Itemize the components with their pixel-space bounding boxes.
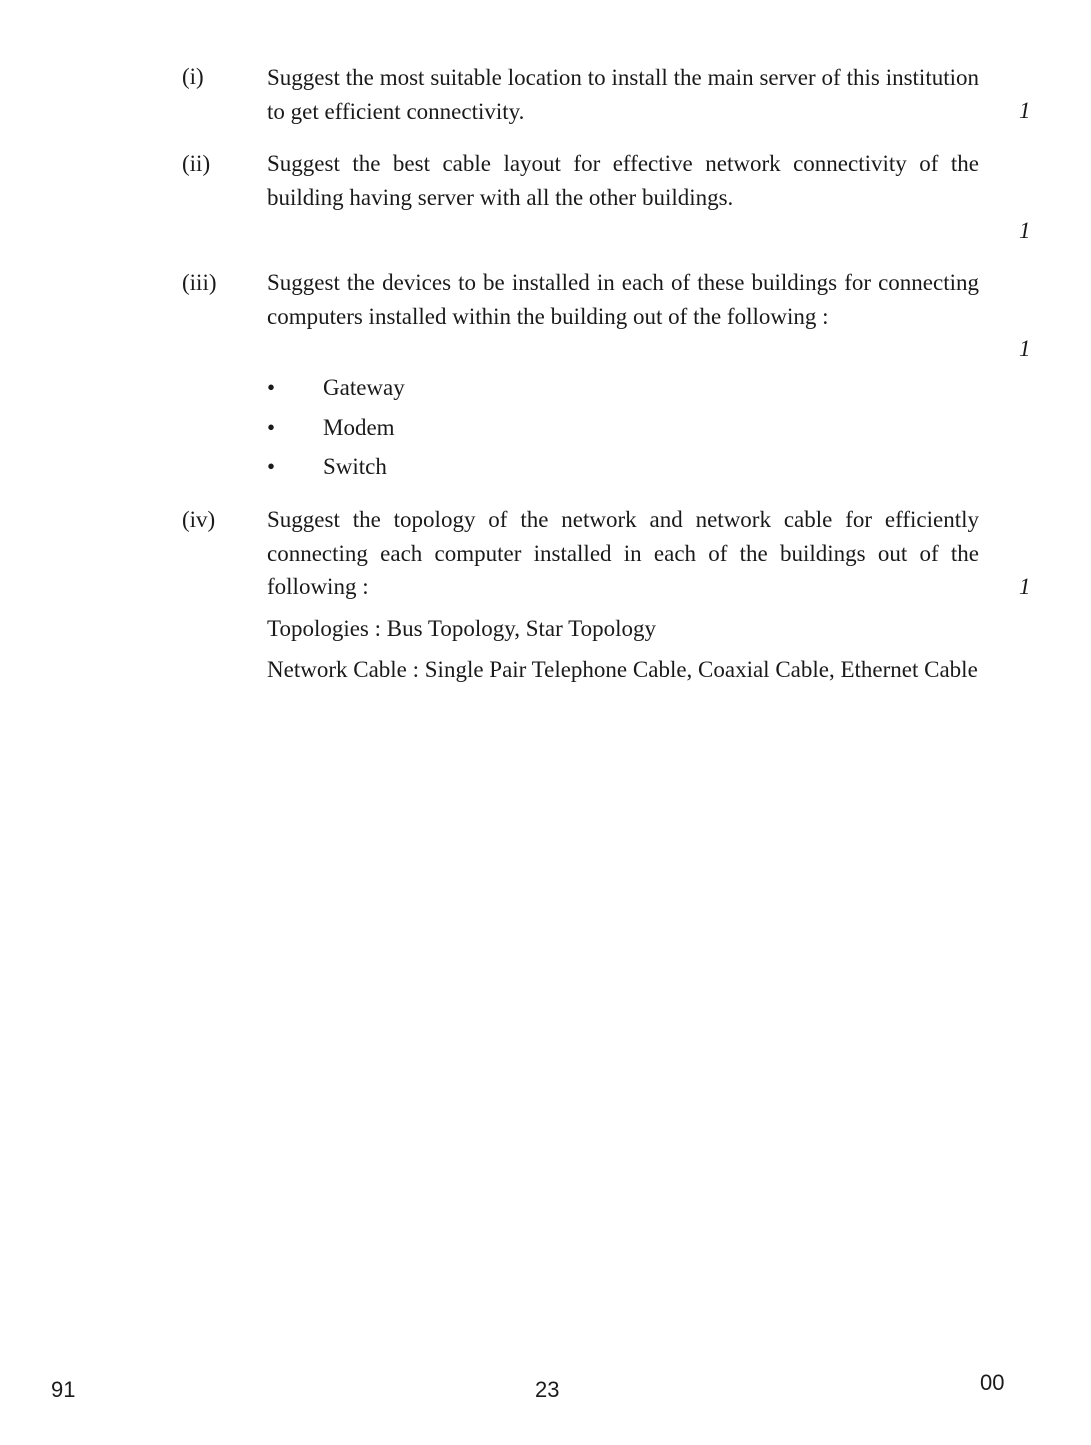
topologies-line: Topologies : Bus Topology, Star Topology	[267, 616, 656, 641]
question-number: (iv)	[182, 507, 216, 532]
footer-code-left: 91	[51, 1377, 76, 1402]
question-text: Suggest the topology of the network and network cable for efficiently connecting each computer installed in each of the buildings out of the following :	[267, 507, 979, 599]
option-modem: Modem	[323, 415, 395, 440]
page-number: 23	[535, 1377, 560, 1402]
question-text: Suggest the best cable layout for effective network connectivity of the building having server with all the other buildings.	[267, 151, 979, 210]
bullet-icon: •	[267, 454, 276, 479]
network-cable-line: Network Cable : Single Pair Telephone Cable, Coaxial Cable, Ethernet Cable	[267, 657, 978, 682]
marks: 1	[1019, 98, 1031, 123]
marks: 1	[1019, 574, 1031, 599]
marks: 1	[1019, 336, 1031, 361]
footer-code-right: 00	[980, 1370, 1005, 1395]
option-gateway: Gateway	[323, 375, 405, 400]
question-text: Suggest the most suitable location to install the main server of this institution to get efficient connectivity.	[267, 65, 979, 124]
bullet-icon: •	[267, 415, 276, 440]
question-number: (iii)	[182, 270, 217, 295]
question-number: (i)	[182, 64, 204, 89]
bullet-icon: •	[267, 375, 276, 400]
marks: 1	[1019, 218, 1031, 243]
question-number: (ii)	[182, 151, 211, 176]
question-text: Suggest the devices to be installed in each of these buildings for connecting computers installed within the building out of the following :	[267, 270, 979, 329]
option-switch: Switch	[323, 454, 387, 479]
